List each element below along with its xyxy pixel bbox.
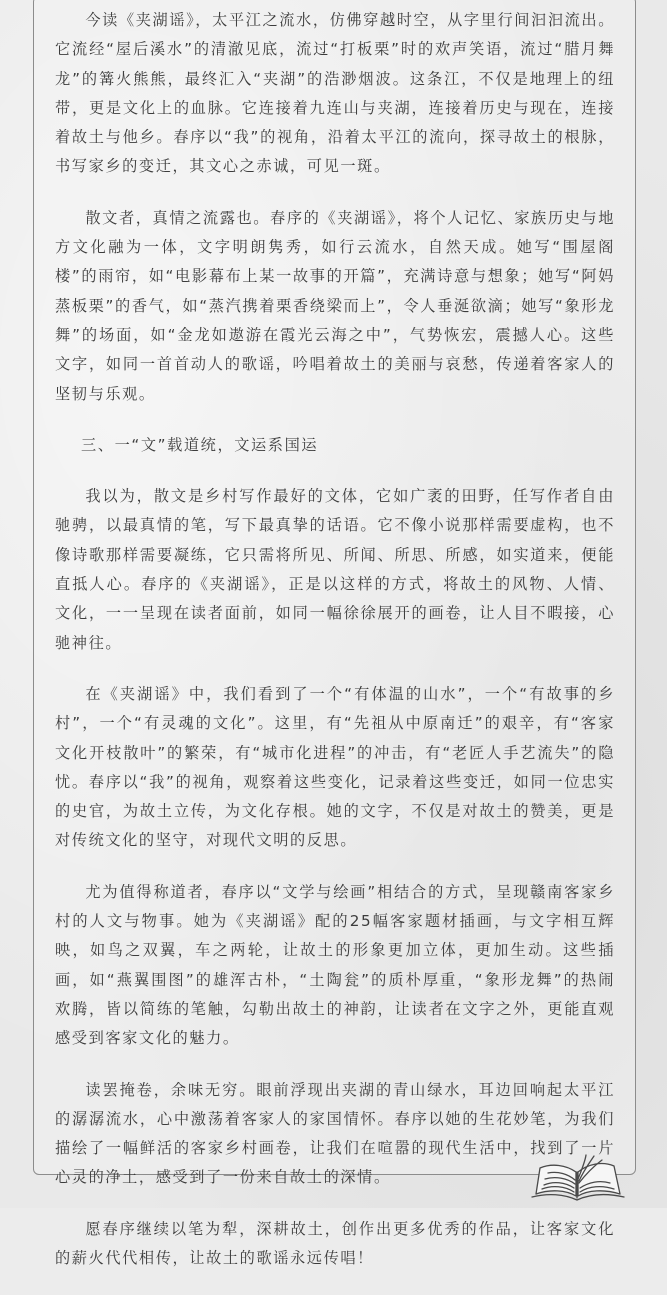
paragraph-1: 今读《夹湖谣》，太平江之流水，仿佛穿越时空，从字里行间汩汩流出。它流经“屋后溪水”的清澈见底，流过“打板栗”时的欢声笑语，流过“腊月舞龙”的篝火熊熊，最终汇入“夹湖”的浩渺烟波。这条江，不仅是地理上的纽带，更是文化上的血脉。它连接着九连山与夹湖，连接着历史与现在，连接着故土与他乡。春序以“我”的视角，沿着太平江的流向，探寻故土的根脉，书写家乡的变迁，其文心之赤诚，可见一斑。 — [55, 11, 615, 176]
paragraph-4: 在《夹湖谣》中，我们看到了一个“有体温的山水”，一个“有故事的乡村”，一个“有灵魂的文化”。这里，有“先祖从中原南迁”的艰辛，有“客家文化开枝散叶”的繁荣，有“城市化进程”的冲击，有“老匠人手艺流失”的隐忧。春序以“我”的视角，观察着这些变化，记录着这些变迁，如同一位忠实的史官，为故土立传，为文化存根。她的文字，不仅是对故土的赞美，更是对传统文化的坚守，对现代文明的反思。 — [55, 684, 615, 850]
paragraph-3: 我以为，散文是乡村写作最好的文体，它如广袤的田野，任写作者自由驰骋，以最真情的笔，写下最真挚的话语。它不像小说那样需要虚构，也不像诗歌那样需要凝练，它只需将所见、所闻、所思、所感，如实道来，便能直抵人心。春序的《夹湖谣》，正是以这样的方式，将故土的风物、人情、文化，一一呈现在读者面前，如同一幅徐徐展开的画卷，让人目不暇接，心驰神往。 — [55, 487, 615, 652]
paragraph-7: 愿春序继续以笔为犁，深耕故土，创作出更多优秀的作品，让客家文化的薪火代代相传，让故土的歌谣永远传唱！ — [55, 1219, 615, 1267]
paragraph-5: 尤为值得称道者，春序以“文学与绘画”相结合的方式，呈现赣南客家乡村的人文与物事。她为《夹湖谣》配的25幅客家题材插画，与文字相互辉映，如鸟之双翼，车之两轮，让故土的形象更加立体，更加生动。这些插画，如“燕翼围图”的雄浑古朴，“土陶瓮”的质朴厚重，“象形龙舞”的热闹欢腾，皆以简练的笔触，勾勒出故土的神韵，让读者在文字之外，更能直观感受到客家文化的魅力。 — [55, 882, 615, 1048]
open-book-icon — [530, 1152, 626, 1202]
paragraph-6: 读罢掩卷，余味无穷。眼前浮现出夹湖的青山绿水，耳边回响起太平江的潺潺流水，心中激荡着客家人的家国情怀。春序以她的生花妙笔，为我们描绘了一幅鲜活的客家乡村画卷，让我们在喧嚣的现代生活中，找到了一片心灵的净土，感受到了一份来自故土的深情。 — [55, 1080, 615, 1187]
article-body — [55, 6, 615, 1295]
section-heading: 三、一“文”载道统，文运系国运 — [81, 435, 319, 454]
paragraph-2: 散文者，真情之流露也。春序的《夹湖谣》，将个人记忆、家族历史与地方文化融为一体，文字明朗隽秀，如行云流水，自然天成。她写“围屋阁楼”的雨帘，如“电影幕布上某一故事的开篇”，充满诗意与想象；她写“阿妈蒸板栗”的香气，如“蒸汽携着栗香绕梁而上”，令人垂涎欲滴；她写“象形龙舞”的场面，如“金龙如遨游在霞光云海之中”，气势恢宏，震撼人心。这些文字，如同一首首动人的歌谣，吟唱着故土的美丽与哀愁，传递着客家人的坚韧与乐观。 — [55, 208, 615, 403]
